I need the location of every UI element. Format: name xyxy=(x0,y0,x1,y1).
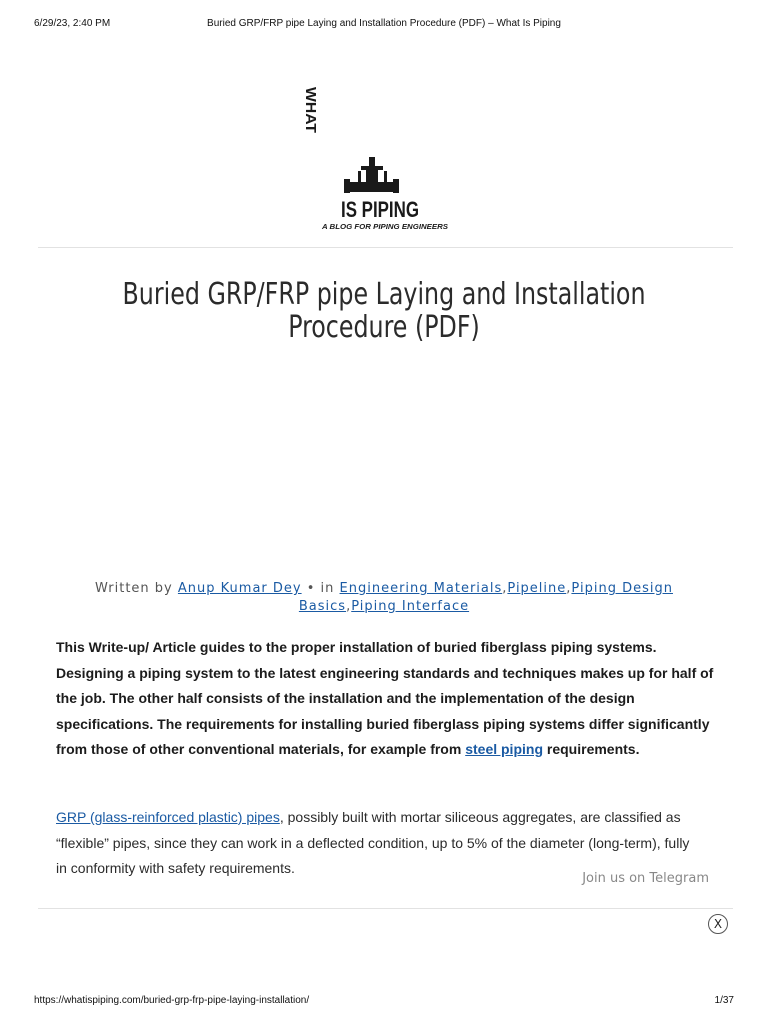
print-datetime: 6/29/23, 2:40 PM xyxy=(34,18,111,29)
category-link-engineering-materials[interactable]: Engineering Materials xyxy=(339,581,503,596)
body-paragraph-text: , possibly built with mortar siliceous aggregates, are classified as “flexible” pipes, since they can work in a deflected condition, up to 5% of the diameter (long-term), fully in conformity with safety requirements. xyxy=(56,809,690,876)
header-divider xyxy=(38,247,733,248)
lead-tail: requirements. xyxy=(546,741,640,757)
lead-paragraph xyxy=(56,635,716,763)
lead-text: This Write-up/ Article guides to the proper installation of buried fiberglass piping systems. Designing a piping system to the latest engineering standards and techniques makes up for half of the job. The other half consists of the installation and the implementation of the design specifications. The requirements for installing buried fiberglass piping systems differ significantly from those of other conventional materials, for example from xyxy=(56,639,714,757)
grp-pipes-link[interactable]: GRP (glass-reinforced plastic) pipes xyxy=(56,809,280,825)
byline-in: • in xyxy=(306,581,335,596)
logo-is-piping-text: IS PIPING xyxy=(341,197,419,222)
byline-written-by: Written by xyxy=(95,581,173,596)
print-url: https://whatispiping.com/buried-grp-frp-pipe-laying-installation/ xyxy=(34,995,310,1006)
category-separator: , xyxy=(502,581,508,596)
close-icon[interactable]: X xyxy=(708,914,728,934)
category-separator: , xyxy=(346,599,352,614)
steel-piping-link[interactable]: steel piping xyxy=(465,741,543,757)
category-separator: , xyxy=(566,581,572,596)
logo-what-text: WHAT xyxy=(302,87,319,131)
article-title: Buried GRP/FRP pipe Laying and Installation Procedure (PDF) xyxy=(122,277,646,345)
category-link-piping-interface[interactable]: Piping Interface xyxy=(351,599,470,614)
telegram-join-link[interactable]: Join us on Telegram xyxy=(582,871,709,886)
logo-tagline: A BLOG FOR PIPING ENGINEERS xyxy=(320,224,449,231)
print-header xyxy=(34,18,734,29)
byline xyxy=(70,580,698,616)
category-link-piping-design-basics[interactable]: Piping Design Basics xyxy=(298,581,673,614)
pipe-fitting-icon xyxy=(344,157,399,193)
footer-divider xyxy=(38,908,733,909)
category-link-pipeline[interactable]: Pipeline xyxy=(507,581,567,596)
site-logo[interactable] xyxy=(302,87,460,233)
print-document-title: Buried GRP/FRP pipe Laying and Installation Procedure (PDF) – What Is Piping xyxy=(207,18,561,29)
print-footer xyxy=(34,995,734,1006)
print-page-number: 1/37 xyxy=(714,995,734,1006)
author-link[interactable]: Anup Kumar Dey xyxy=(177,581,302,596)
